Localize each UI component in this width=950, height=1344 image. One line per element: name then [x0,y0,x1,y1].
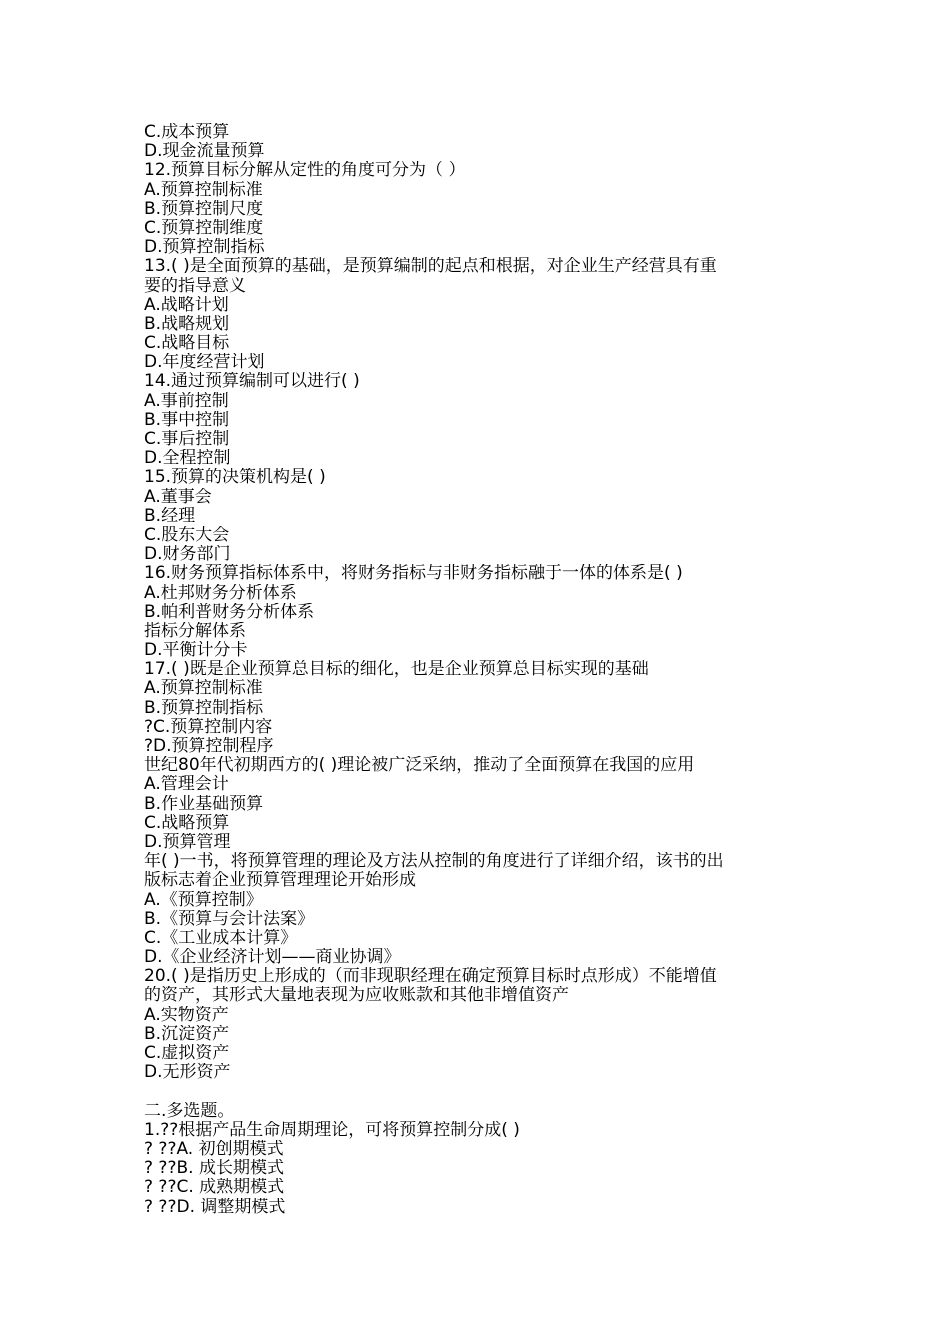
option-line: C.股东大会 [144,525,230,545]
text-line: D.现金流量预算 [144,142,265,162]
question-stem: 要的指导意义 [144,276,246,296]
option-line: B.帕利普财务分析体系 [144,602,315,622]
question-stem: 15.预算的决策机构是( ) [144,468,326,488]
option-line: D.无形资产 [144,1063,231,1083]
option-line: B.《预算与会计法案》 [144,909,315,929]
section-heading: 二.多选题。 [144,1101,235,1121]
question-stem: 的资产，其形式大量地表现为应收账款和其他非增值资产 [144,986,569,1006]
question-stem: 16.财务预算指标体系中，将财务指标与非财务指标融于一体的体系是( ) [144,564,683,584]
option-line: D.预算控制指标 [144,238,265,258]
question-stem: 20.( )是指历史上形成的（而非现职经理在确定预算目标时点形成）不能增值 [144,967,717,987]
option-line: C.事后控制 [144,430,230,449]
option-line: B.战略规划 [144,314,230,334]
option-line: D.《企业经济计划——商业协调》 [144,948,401,968]
question-stem: 1.??根据产品生命周期理论，可将预算控制分成( ) [144,1120,520,1140]
question-stem: 版标志着企业预算管理理论开始形成 [144,871,416,891]
option-line: B.预算控制指标 [144,698,264,718]
question-stem: 世纪80年代初期西方的( )理论被广泛采纳，推动了全面预算在我国的应用 [144,756,695,776]
option-line: A.实物资产 [144,1005,229,1025]
option-line: D.预算管理 [144,832,231,852]
option-line: A.预算控制标准 [144,180,263,200]
question-stem: 年( )一书，将预算管理的理论及方法从控制的角度进行了详细介绍，该书的出 [144,852,724,872]
option-line: B.经理 [144,506,196,526]
option-line: 指标分解体系 [144,621,246,641]
option-line: D.年度经营计划 [144,353,265,373]
option-line: D.财务部门 [144,545,231,565]
question-stem: 12.预算目标分解从定性的角度可分为（ ） [144,161,466,181]
text-line: C.成本预算 [144,123,230,142]
option-line: ? ??C. 成熟期模式 [144,1178,285,1198]
option-line: C.《工业成本计算》 [144,928,298,948]
option-line: A.事前控制 [144,391,229,411]
option-line: ? ??D. 调整期模式 [144,1197,286,1217]
option-line: ? ??B. 成长期模式 [144,1159,284,1179]
option-line: D.全程控制 [144,449,231,469]
option-line: C.战略目标 [144,334,230,354]
option-line: A.《预算控制》 [144,890,263,910]
option-line: A.杜邦财务分析体系 [144,583,297,603]
option-line: ?D.预算控制程序 [144,737,274,756]
option-line: ?C.预算控制内容 [144,717,273,737]
option-line: ? ??A. 初创期模式 [144,1139,284,1159]
question-stem: 17.( )既是企业预算总目标的细化，也是企业预算总目标实现的基础 [144,660,649,680]
option-line: C.预算控制维度 [144,218,264,238]
option-line: C.战略预算 [144,813,230,833]
option-line: D.平衡计分卡 [144,641,248,661]
blank-line [144,1082,814,1101]
option-line: A.管理会计 [144,775,229,795]
option-line: B.作业基础预算 [144,794,264,814]
document-body [144,123,814,1217]
option-line: A.战略计划 [144,295,229,315]
option-line: A.预算控制标准 [144,679,263,699]
question-stem: 13.( )是全面预算的基础，是预算编制的起点和根据，对企业生产经营具有重 [144,257,717,277]
option-line: C.虚拟资产 [144,1044,230,1063]
option-line: A.董事会 [144,487,212,507]
option-line: B.预算控制尺度 [144,199,264,219]
option-line: B.事中控制 [144,410,230,430]
question-stem: 14.通过预算编制可以进行( ) [144,372,360,392]
option-line: B.沉淀资产 [144,1024,230,1044]
